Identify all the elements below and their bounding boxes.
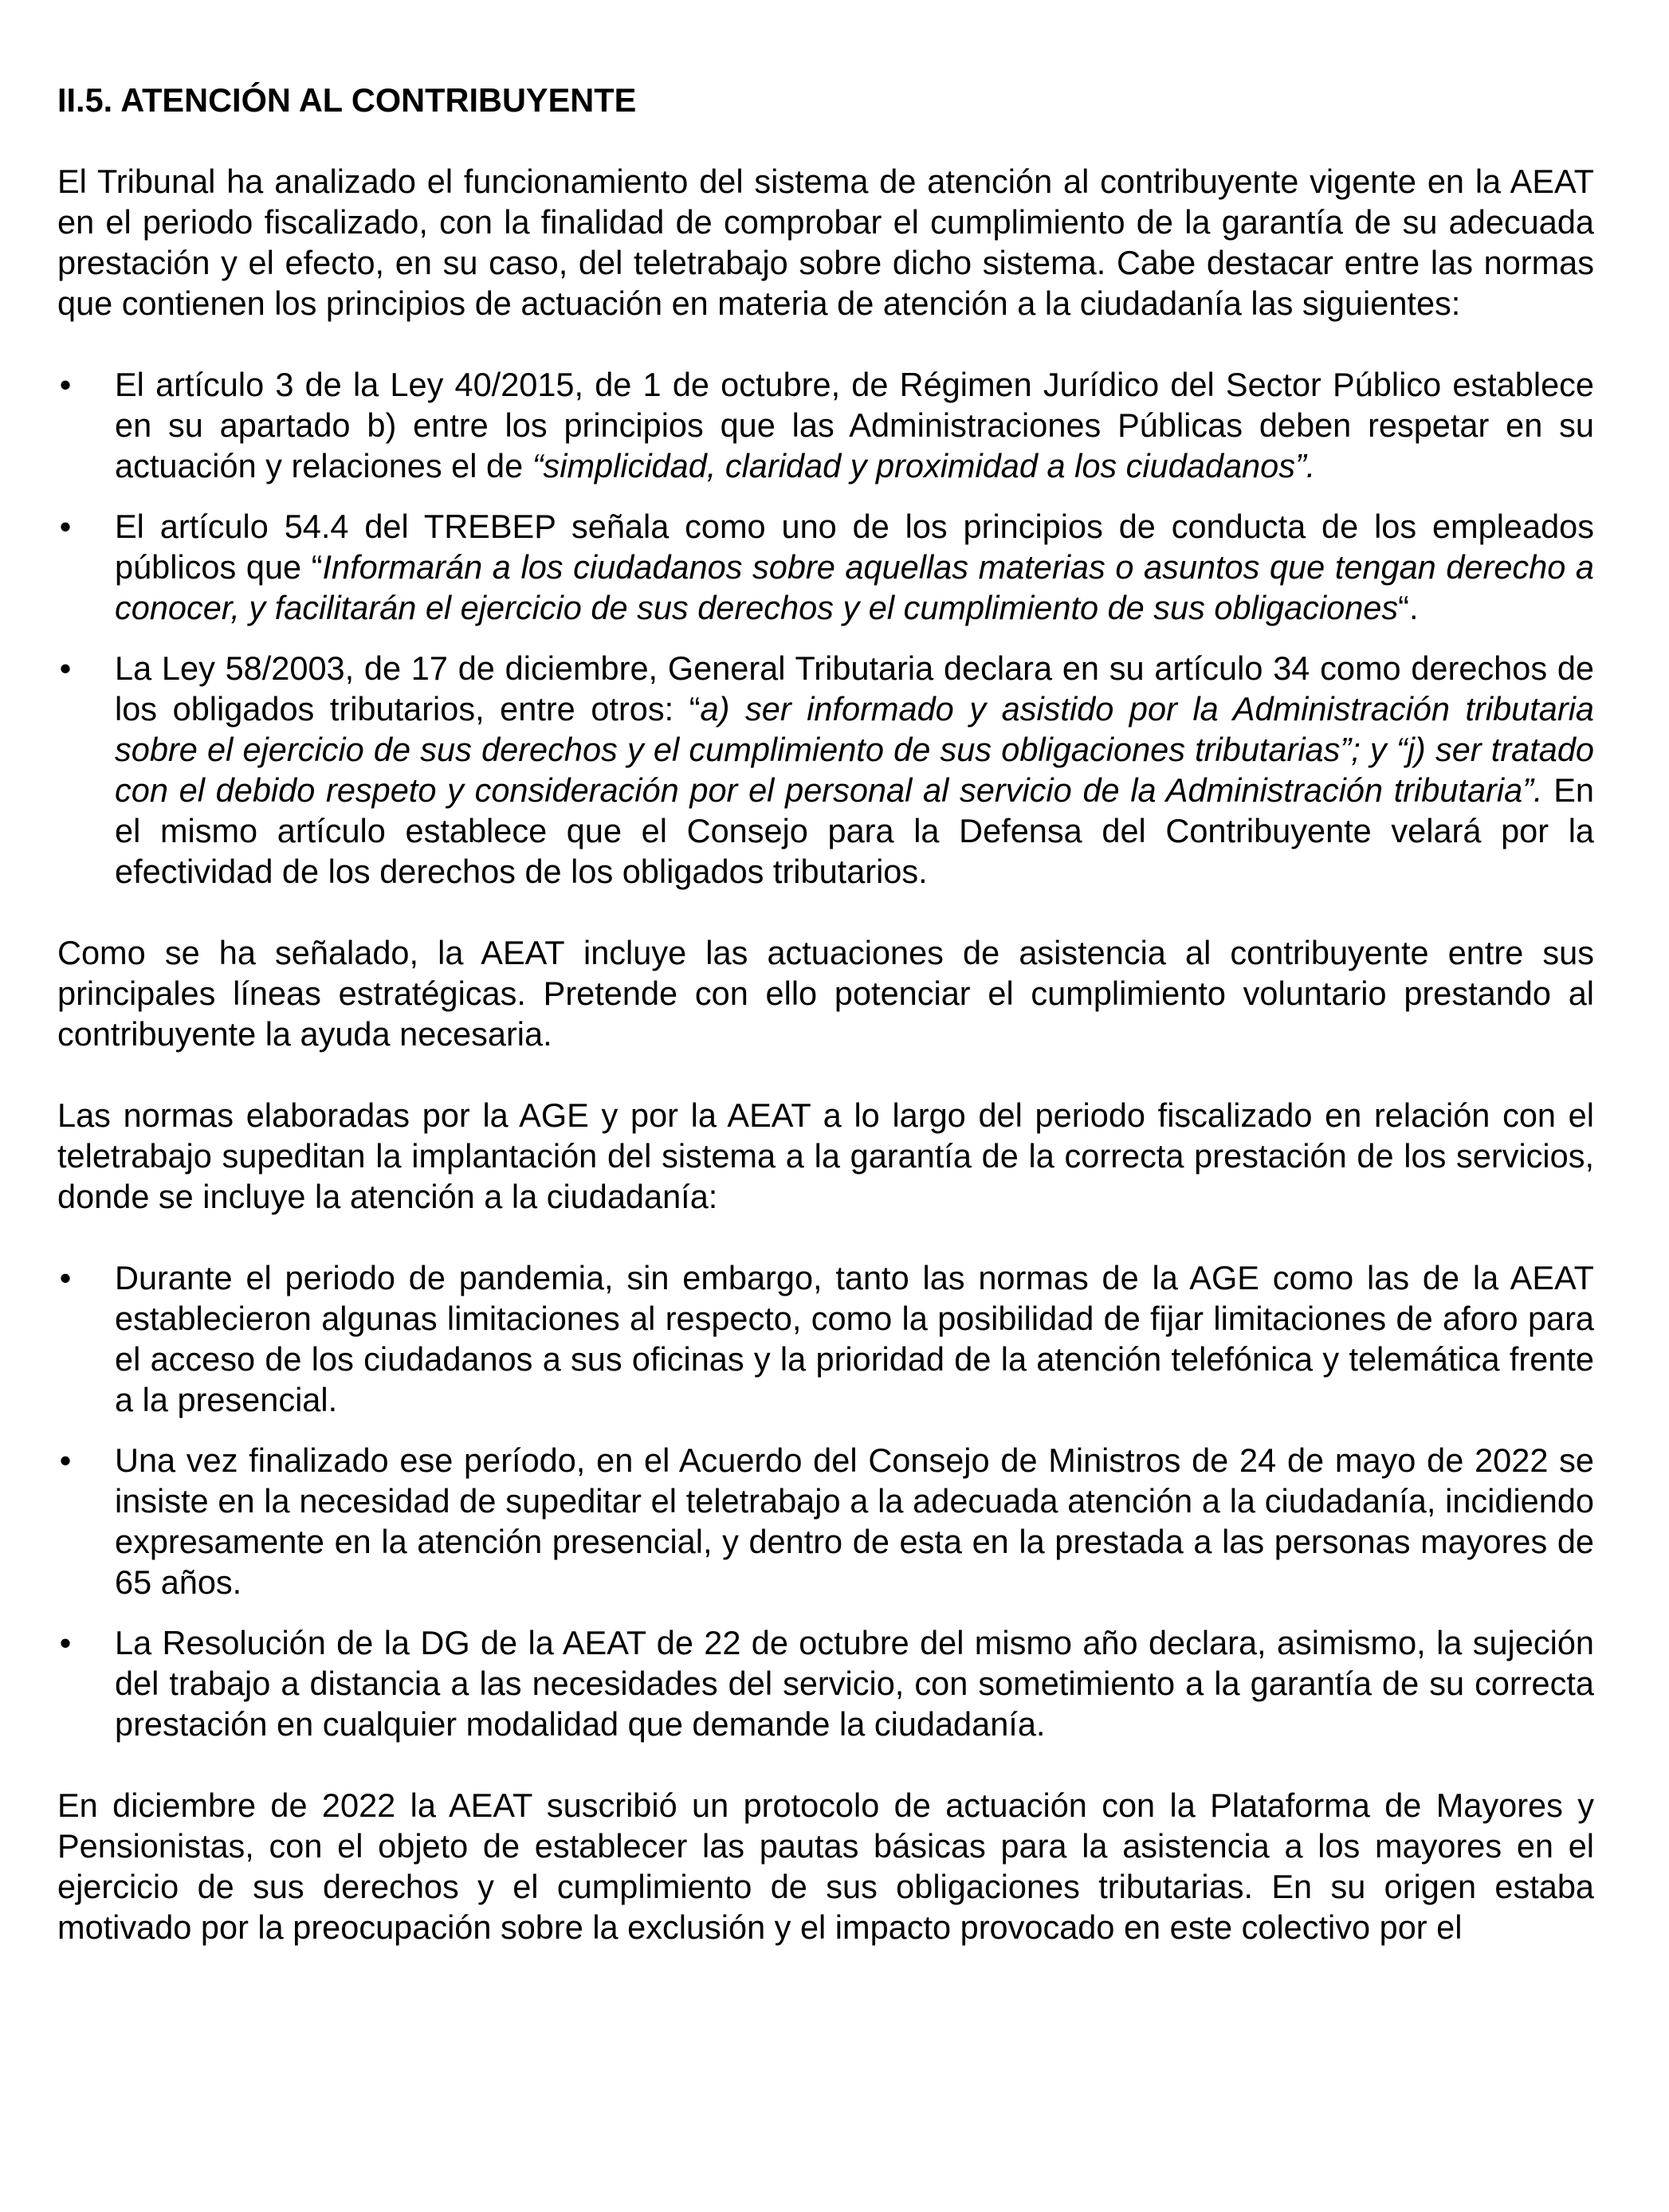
list-item-text-end: En el mismo artículo establece que el Consejo para la Defensa del Contribuyente velará por la efectividad de los derechos de los obligados tributarios. — [115, 771, 1594, 890]
body-paragraph: Las normas elaboradas por la AGE y por la AEAT a lo largo del periodo fiscalizado en relación con el teletrabajo supeditan la implantación del sistema a la garantía de la correcta prestación de los servicios, donde se incluye la atención a la ciudadanía: — [57, 1096, 1594, 1215]
list-item — [57, 364, 1594, 486]
bullet-icon: • — [59, 508, 72, 545]
list-item-text-end: “. — [1398, 589, 1419, 626]
list-item-quote: “simplicidad, claridad y proximidad a los ciudadanos”. — [532, 447, 1316, 484]
intro-paragraph: El Tribunal ha analizado el funcionamiento del sistema de atención al contribuyente vigente en la AEAT en el periodo fiscalizado, con la finalidad de comprobar el cumplimiento de la garantía de su adecuada prestación y el efecto, en su caso, del teletrabajo sobre dicho sistema. Cabe destacar entre las normas que contienen los principios de actuación en materia de atención a la ciudadanía las siguientes: — [57, 163, 1594, 322]
list-item — [57, 1622, 1594, 1744]
body-paragraph: En diciembre de 2022 la AEAT suscribió un protocolo de actuación con la Plataforma de Mayores y Pensionistas, con el objeto de establecer las pautas básicas para la asistencia a los mayores en el ejercicio de sus derechos y el cumplimiento de sus obligaciones tributarias. En su origen estaba motivado por la preocupación sobre la exclusión y el impacto provocado en este colectivo por el — [57, 1786, 1594, 1946]
list-item-text: Durante el periodo de pandemia, sin embargo, tanto las normas de la AGE como las de la AEAT establecieron algunas limitaciones al respecto, como la posibilidad de fijar limitaciones de aforo para el acceso de los ciudadanos a sus oficinas y la prioridad de la atención telefónica y telemática frente a la presencial. — [115, 1259, 1594, 1418]
list-item-text: Una vez finalizado ese período, en el Acuerdo del Consejo de Ministros de 24 de mayo de 2022 se insiste en la necesidad de supeditar el teletrabajo a la adecuada atención a la ciudadanía, incidiendo expresamente en la atención presencial, y dentro de esta en la prestada a las personas mayores de 65 años. — [115, 1441, 1594, 1601]
list-item-text: La Resolución de la DG de la AEAT de 22 de octubre del mismo año declara, asimismo, la sujeción del trabajo a distancia a las necesidades del servicio, con sometimiento a la garantía de su correcta prestación en cualquier modalidad que demande la ciudadanía. — [115, 1624, 1594, 1743]
section-heading: II.5. ATENCIÓN AL CONTRIBUYENTE — [57, 81, 637, 119]
bullet-icon: • — [59, 649, 72, 687]
telework-list — [57, 1257, 1594, 1744]
list-item-text: La Ley 58/2003, de 17 de diciembre, General Tributaria declara en su artículo 34 como derechos de los obligados tributarios, entre otros: “ — [115, 649, 1594, 728]
bullet-icon: • — [59, 1441, 72, 1479]
list-item-quote: Informarán a los ciudadanos sobre aquellas materias o asuntos que tengan derecho a conocer, y facilitarán el ejercicio de sus derechos y el cumplimiento de sus obligaciones — [115, 548, 1594, 626]
list-item-text: El artículo 3 de la Ley 40/2015, de 1 de octubre, de Régimen Jurídico del Sector Público establece en su apartado b) entre los principios que las Administraciones Públicas deben respetar en su actuación y relaciones el de — [115, 366, 1594, 484]
principles-list — [57, 364, 1594, 892]
list-item-quote: a) ser informado y asistido por la Administración tributaria sobre el ejercicio de sus derechos y el cumplimiento de sus obligaciones tributarias”; y “j) ser tratado con el debido respeto y consideración por el personal al servicio de la Administración tributaria”. — [115, 690, 1594, 809]
body-paragraph: Como se ha señalado, la AEAT incluye las actuaciones de asistencia al contribuyente entre sus principales líneas estratégicas. Pretende con ello potenciar el cumplimiento voluntario prestando al contribuyente la ayuda necesaria. — [57, 934, 1594, 1053]
bullet-icon: • — [59, 366, 72, 403]
list-item-text: El artículo 54.4 del TREBEP señala como uno de los principios de conducta de los empleados públicos que “ — [115, 508, 1594, 586]
list-item — [57, 648, 1594, 892]
bullet-icon: • — [59, 1259, 72, 1296]
document-page — [57, 80, 1594, 1988]
list-item — [57, 1440, 1594, 1602]
bullet-icon: • — [59, 1624, 72, 1661]
list-item — [57, 506, 1594, 628]
list-item — [57, 1257, 1594, 1420]
